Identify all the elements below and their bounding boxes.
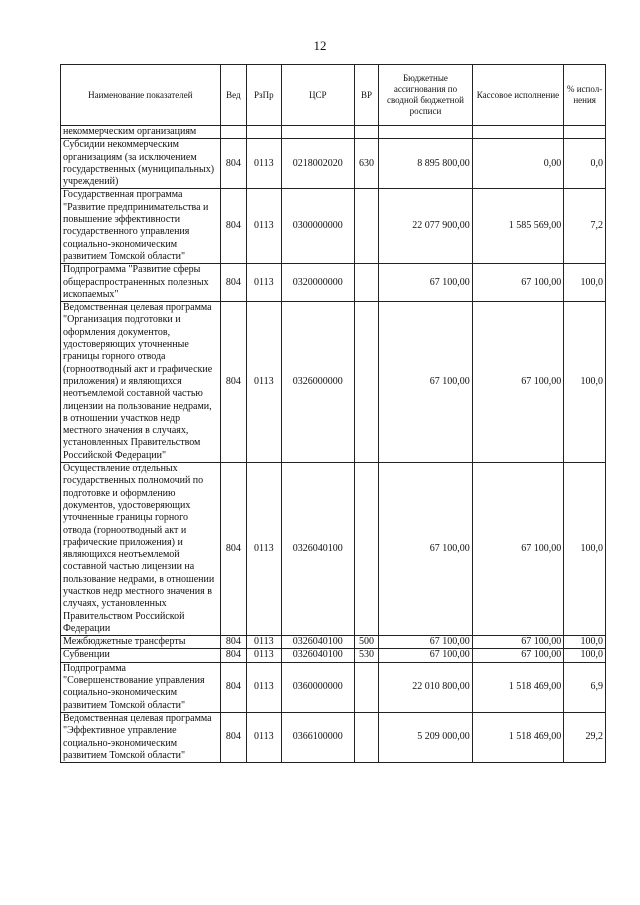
cell-section: 0113 [247,189,282,264]
cell-budget-allocations: 22 010 800,00 [379,662,473,712]
cell-budget-allocations: 67 100,00 [379,463,473,636]
cell-name: Ведомственная целевая программа "Эффективное управление социально-экономическим развитием Томской области" [61,712,221,762]
table-row [61,139,606,189]
cell-budget-allocations: 67 100,00 [379,302,473,463]
cell-department: 804 [220,189,246,264]
cell-target-article: 0300000000 [281,189,354,264]
cell-name: Государственная программа "Развитие предпринимательства и повышение эффективности государственного управления социально-экономическим развитием Томской области" [61,189,221,264]
cell-name: Субвенции [61,649,221,662]
cell-budget-allocations: 67 100,00 [379,264,473,302]
table-row [61,189,606,264]
cell-section: 0113 [247,302,282,463]
cell-expense-type [354,126,378,139]
cell-section: 0113 [247,636,282,649]
cell-execution-percent: 7,2 [564,189,606,264]
cell-target-article: 0326040100 [281,636,354,649]
cell-department: 804 [220,649,246,662]
cell-budget-allocations: 8 895 800,00 [379,139,473,189]
cell-cash-execution: 1 518 469,00 [472,712,564,762]
table-row [61,302,606,463]
page-number: 12 [313,38,327,53]
table-row [61,463,606,636]
cell-execution-percent: 100,0 [564,463,606,636]
cell-expense-type: 530 [354,649,378,662]
cell-budget-allocations: 5 209 000,00 [379,712,473,762]
cell-name: Осуществление отдельных государственных полномочий по подготовке и оформлению документов, удостоверяющих уточненные границы горного отвода (горноотводный акт и графические приложения) и являющихся неотъемлемой составной частью лицензии на пользование недрами, в отношении участков недр местного значения в случаях, установленных Правительством Российской Федерации [61,463,221,636]
cell-target-article: 0326040100 [281,463,354,636]
cell-name: Ведомственная целевая программа "Организация подготовки и оформления документов, удостоверяющих уточненные границы горного отвода (горноотводный акт и графические приложения) и являющихся неотъемлемой составной частью лицензии на пользование недрами, в отношении участков недр местного значения в случаях, установленных Правительством Российской Федерации" [61,302,221,463]
cell-cash-execution: 67 100,00 [472,649,564,662]
cell-cash-execution: 67 100,00 [472,463,564,636]
cell-section: 0113 [247,712,282,762]
cell-execution-percent [564,126,606,139]
cell-target-article: 0326040100 [281,649,354,662]
cell-target-article: 0360000000 [281,662,354,712]
cell-name: Подпрограмма "Развитие сферы общераспространенных полезных ископаемых" [61,264,221,302]
cell-budget-allocations [379,126,473,139]
cell-expense-type: 630 [354,139,378,189]
cell-cash-execution: 67 100,00 [472,302,564,463]
cell-department: 804 [220,302,246,463]
header-department: Вед [220,65,246,126]
cell-expense-type [354,712,378,762]
cell-cash-execution [472,126,564,139]
table-header-row [61,65,606,126]
cell-name: Субсидии некоммерческим организациям (за исключением государственных (муниципальных) учреждений) [61,139,221,189]
cell-expense-type [354,302,378,463]
budget-execution-table [60,64,606,763]
cell-target-article [281,126,354,139]
cell-name: Подпрограмма "Совершенствование управления социально-экономическим развитием Томской области" [61,662,221,712]
table-row [61,662,606,712]
cell-target-article: 0320000000 [281,264,354,302]
cell-execution-percent: 100,0 [564,302,606,463]
header-indicator-name: Наименование показателей [61,65,221,126]
header-target-article: ЦСР [281,65,354,126]
cell-section: 0113 [247,264,282,302]
cell-name: некоммерческим организациям [61,126,221,139]
cell-target-article: 0326000000 [281,302,354,463]
cell-department [220,126,246,139]
cell-section: 0113 [247,463,282,636]
cell-cash-execution: 0,00 [472,139,564,189]
cell-cash-execution: 1 585 569,00 [472,189,564,264]
cell-department: 804 [220,463,246,636]
cell-department: 804 [220,662,246,712]
cell-budget-allocations: 67 100,00 [379,636,473,649]
table-row [61,126,606,139]
cell-department: 804 [220,264,246,302]
cell-budget-allocations: 22 077 900,00 [379,189,473,264]
cell-execution-percent: 6,9 [564,662,606,712]
cell-expense-type [354,189,378,264]
cell-execution-percent: 100,0 [564,264,606,302]
cell-expense-type [354,662,378,712]
cell-expense-type [354,463,378,636]
header-execution-percent: % испол-нения [564,65,606,126]
cell-cash-execution: 67 100,00 [472,636,564,649]
cell-expense-type: 500 [354,636,378,649]
header-cash-execution: Кассовое исполнение [472,65,564,126]
cell-target-article: 0366100000 [281,712,354,762]
header-budget-allocations: Бюджетные ассигнования по сводной бюджетной росписи [379,65,473,126]
header-section: РзПр [247,65,282,126]
cell-section: 0113 [247,662,282,712]
cell-section [247,126,282,139]
cell-department: 804 [220,712,246,762]
cell-department: 804 [220,139,246,189]
table-row [61,636,606,649]
cell-execution-percent: 100,0 [564,649,606,662]
cell-expense-type [354,264,378,302]
cell-department: 804 [220,636,246,649]
header-expense-type: ВР [354,65,378,126]
table-row [61,649,606,662]
cell-section: 0113 [247,649,282,662]
cell-execution-percent: 29,2 [564,712,606,762]
cell-budget-allocations: 67 100,00 [379,649,473,662]
cell-cash-execution: 67 100,00 [472,264,564,302]
cell-execution-percent: 100,0 [564,636,606,649]
cell-name: Межбюджетные трансферты [61,636,221,649]
table-row [61,712,606,762]
table-row [61,264,606,302]
cell-cash-execution: 1 518 469,00 [472,662,564,712]
cell-target-article: 0218002020 [281,139,354,189]
cell-execution-percent: 0,0 [564,139,606,189]
cell-section: 0113 [247,139,282,189]
